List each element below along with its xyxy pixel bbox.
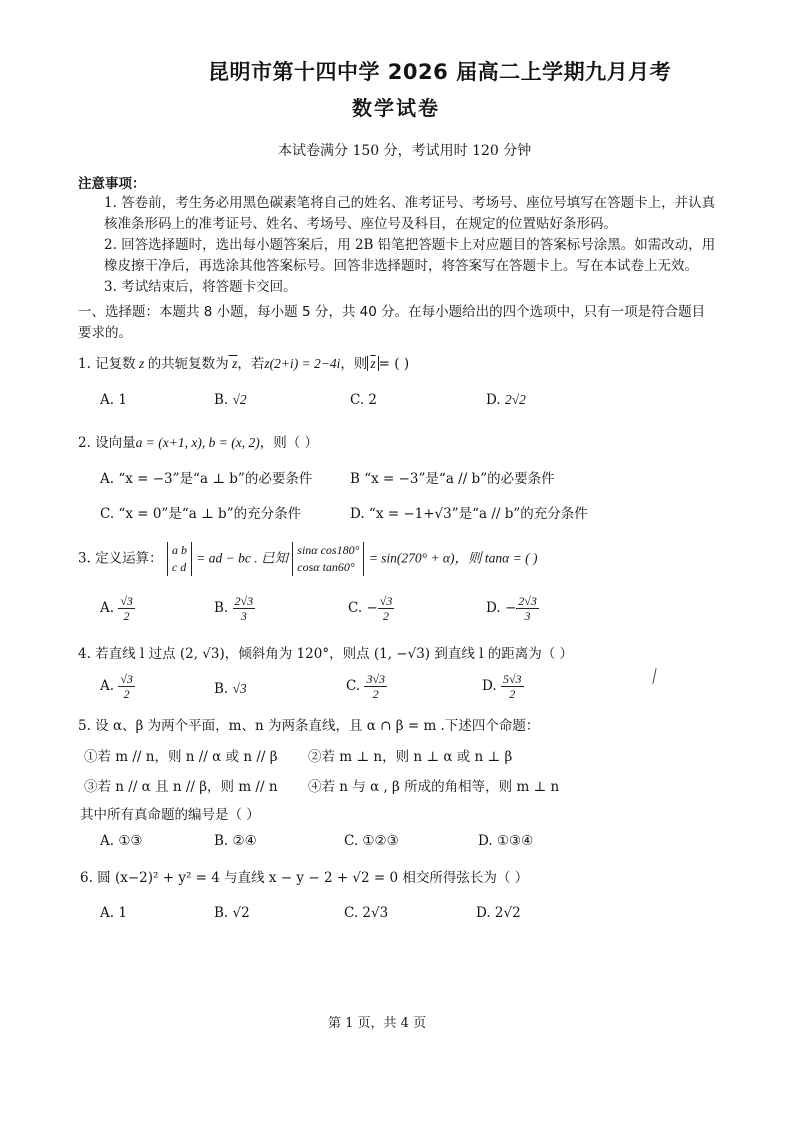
q1-option-b-value: √2 [232, 392, 247, 407]
q1-option-d [486, 392, 526, 408]
exam-info: 本试卷满分 150 分，考试用时 120 分钟 [278, 143, 532, 159]
q5-ask: 其中所有真命题的编号是（ ） [80, 807, 260, 823]
q6-option-d: D. 2√2 [476, 905, 521, 921]
question-6: 6. 圆 (x−2)² + y² = 4 与直线 x − y − 2 + √2 = 0 相交所得弦长为（ ） [80, 870, 529, 886]
q4-option-b-label: B. [214, 681, 229, 697]
q3-option-c-fraction [378, 594, 395, 623]
q4-option-a-label: A. [100, 678, 115, 694]
q4-option-a-num: √3 [120, 672, 133, 686]
q5-proposition-3: ③若 n // α 且 n // β，则 m // n [84, 779, 278, 795]
question-4: 4. 若直线 l 过点 (2, √3)，倾斜角为 120°，则点 (1, −√3) 到直线 l 的距离为（ ） [78, 646, 574, 662]
q3-option-d-label: D. [486, 600, 501, 616]
q1-var-z: z [135, 356, 148, 371]
q2-stem-b: ，则（ ） [259, 435, 319, 451]
q1-stem-e: = ( ) [378, 356, 410, 372]
q4-option-a-fraction [118, 672, 135, 701]
q3-eq2: = sin(270° + α)，则 tanα = ( ) [368, 550, 538, 566]
q3-option-c [348, 594, 394, 623]
note-item-3: 3. 考试结束后，将答题卡交回。 [104, 279, 297, 295]
question-5: 5. 设 α、β 为两个平面，m、n 为两条直线，且 α ∩ β = m .下述四个命题： [78, 718, 540, 734]
question-1 [78, 352, 409, 372]
q2-equation: a = (x+1, x), b = (x, 2) [135, 435, 260, 450]
q3-det2-row2: cosα tan60° [297, 560, 355, 574]
q3-option-b-fraction [233, 594, 256, 623]
q1-stem-b: 的共轭复数为 [147, 356, 229, 372]
q4-option-d-den: 2 [509, 687, 516, 701]
q1-option-d-label: D. [486, 392, 501, 408]
q6-option-a: A. 1 [100, 905, 127, 921]
q3-option-a-fraction [118, 594, 135, 623]
q4-option-c-num: 3√3 [366, 672, 386, 686]
subject-title: 数学试卷 [352, 96, 440, 120]
q4-option-d-label: D. [482, 678, 497, 694]
q3-det1-row1: a b [171, 543, 187, 557]
q1-stem-a: 1. 记复数 [78, 356, 136, 372]
q3-option-d-sign: − [504, 600, 517, 616]
note-item-2: 2. 回答选择题时，选出每小题答案后，用 2B 铅笔把答题卡上对应题目的答案标号涂黑。如需改动，用橡皮擦干净后，再选涂其他答案标号。回答非选择题时，将答案写在答题卡上。写在本试卷上无效。 [104, 237, 716, 274]
q1-option-c: C. 2 [350, 392, 378, 408]
q1-stem-d: ，则 [340, 356, 368, 372]
q3-option-c-den: 2 [383, 609, 390, 623]
q3-eq1: = ad − bc . 已知 [196, 550, 288, 566]
q3-determinant-given [292, 542, 364, 576]
q4-option-d [482, 672, 524, 701]
q5-option-a: A. ①③ [100, 833, 143, 849]
q4-option-c-label: C. [346, 678, 361, 694]
q3-option-b [214, 594, 255, 623]
q4-option-b [214, 681, 247, 697]
q3-option-b-den: 3 [240, 609, 247, 623]
q4-option-d-num: 5√3 [502, 672, 522, 686]
q5-proposition-4: ④若 n 与 α , β 所成的角相等，则 m ⊥ n [308, 779, 560, 795]
q6-option-c: C. 2√3 [344, 905, 389, 921]
q4-option-c-den: 2 [372, 687, 379, 701]
q4-option-a [100, 672, 135, 701]
q4-option-c [346, 672, 387, 701]
q3-option-a [100, 594, 135, 623]
q3-option-d-den: 3 [524, 609, 531, 623]
question-3 [78, 542, 537, 576]
q3-option-b-label: B. [214, 600, 229, 616]
scan-mark [652, 668, 656, 684]
q2-option-a: A. “x = −3”是“a ⊥ b”的必要条件 [100, 471, 313, 487]
q3-option-c-label: C. [348, 600, 363, 616]
q1-option-d-value: 2√2 [504, 392, 526, 407]
q1-option-a: A. 1 [100, 392, 127, 408]
q3-option-c-num: √3 [379, 594, 393, 608]
q4-option-c-fraction [364, 672, 387, 701]
q3-option-d-fraction [516, 594, 539, 623]
q5-proposition-1: ①若 m // n，则 n // α 或 n // β [84, 749, 278, 765]
q3-option-a-den: 2 [123, 609, 130, 623]
q1-stem-c: ，若 [237, 356, 265, 372]
q3-option-a-num: √3 [120, 594, 133, 608]
q3-stem: 3. 定义运算： [78, 550, 163, 567]
q5-option-b: B. ②④ [214, 833, 257, 849]
q3-option-c-sign: − [366, 600, 378, 616]
q2-option-d: D. “x = −1+√3”是“a // b”的充分条件 [350, 506, 588, 522]
section-heading: 一、选择题：本题共 8 小题，每小题 5 分，共 40 分。在每小题给出的四个选项中，只有一项是符合题目要求的。 [78, 304, 706, 341]
q4-option-d-fraction [501, 672, 524, 701]
q3-option-a-label: A. [100, 600, 115, 616]
q3-option-b-num: 2√3 [234, 594, 254, 608]
q5-option-c: C. ①②③ [344, 833, 399, 849]
page-number: 第 1 页，共 4 页 [328, 1016, 427, 1031]
notes-heading: 注意事项： [78, 176, 146, 192]
q1-option-b-label: B. [214, 392, 229, 408]
q5-option-d: D. ①③④ [478, 833, 534, 849]
note-item-1: 1. 答卷前，考生务必用黑色碳素笔将自己的姓名、准考证号、考场号、座位号填写在答题卡上，并认真核准条形码上的准考证号、姓名、考场号、座位号及科目，在规定的位置贴好条形码。 [104, 195, 716, 232]
q1-abs-z: $\overline{z}$ [367, 356, 378, 371]
q1-conj-z: z [228, 356, 238, 371]
q2-option-b: B “x = −3”是“a // b”的必要条件 [350, 471, 555, 487]
q3-option-d [486, 594, 539, 623]
exam-title: 昆明市第十四中学 2026 届高二上学期九月月考 [208, 60, 672, 84]
q4-option-b-value: √3 [232, 681, 247, 696]
q2-option-c: C. “x = 0”是“a ⊥ b”的充分条件 [100, 506, 302, 522]
q4-option-a-den: 2 [123, 687, 130, 701]
q2-stem-a: 2. 设向量 [78, 435, 136, 451]
question-2 [78, 431, 318, 451]
q5-proposition-2: ②若 m ⊥ n，则 n ⊥ α 或 n ⊥ β [308, 749, 513, 765]
q3-det2-row1: sinα cos180° [297, 543, 360, 557]
q3-determinant-def [167, 542, 192, 576]
q3-option-d-num: 2√3 [518, 594, 537, 608]
q1-equation: z(2+i) = 2−4i [264, 356, 341, 371]
q6-option-b: B. √2 [214, 905, 250, 921]
q1-option-b [214, 392, 247, 408]
q3-det1-row2: c d [171, 560, 187, 574]
